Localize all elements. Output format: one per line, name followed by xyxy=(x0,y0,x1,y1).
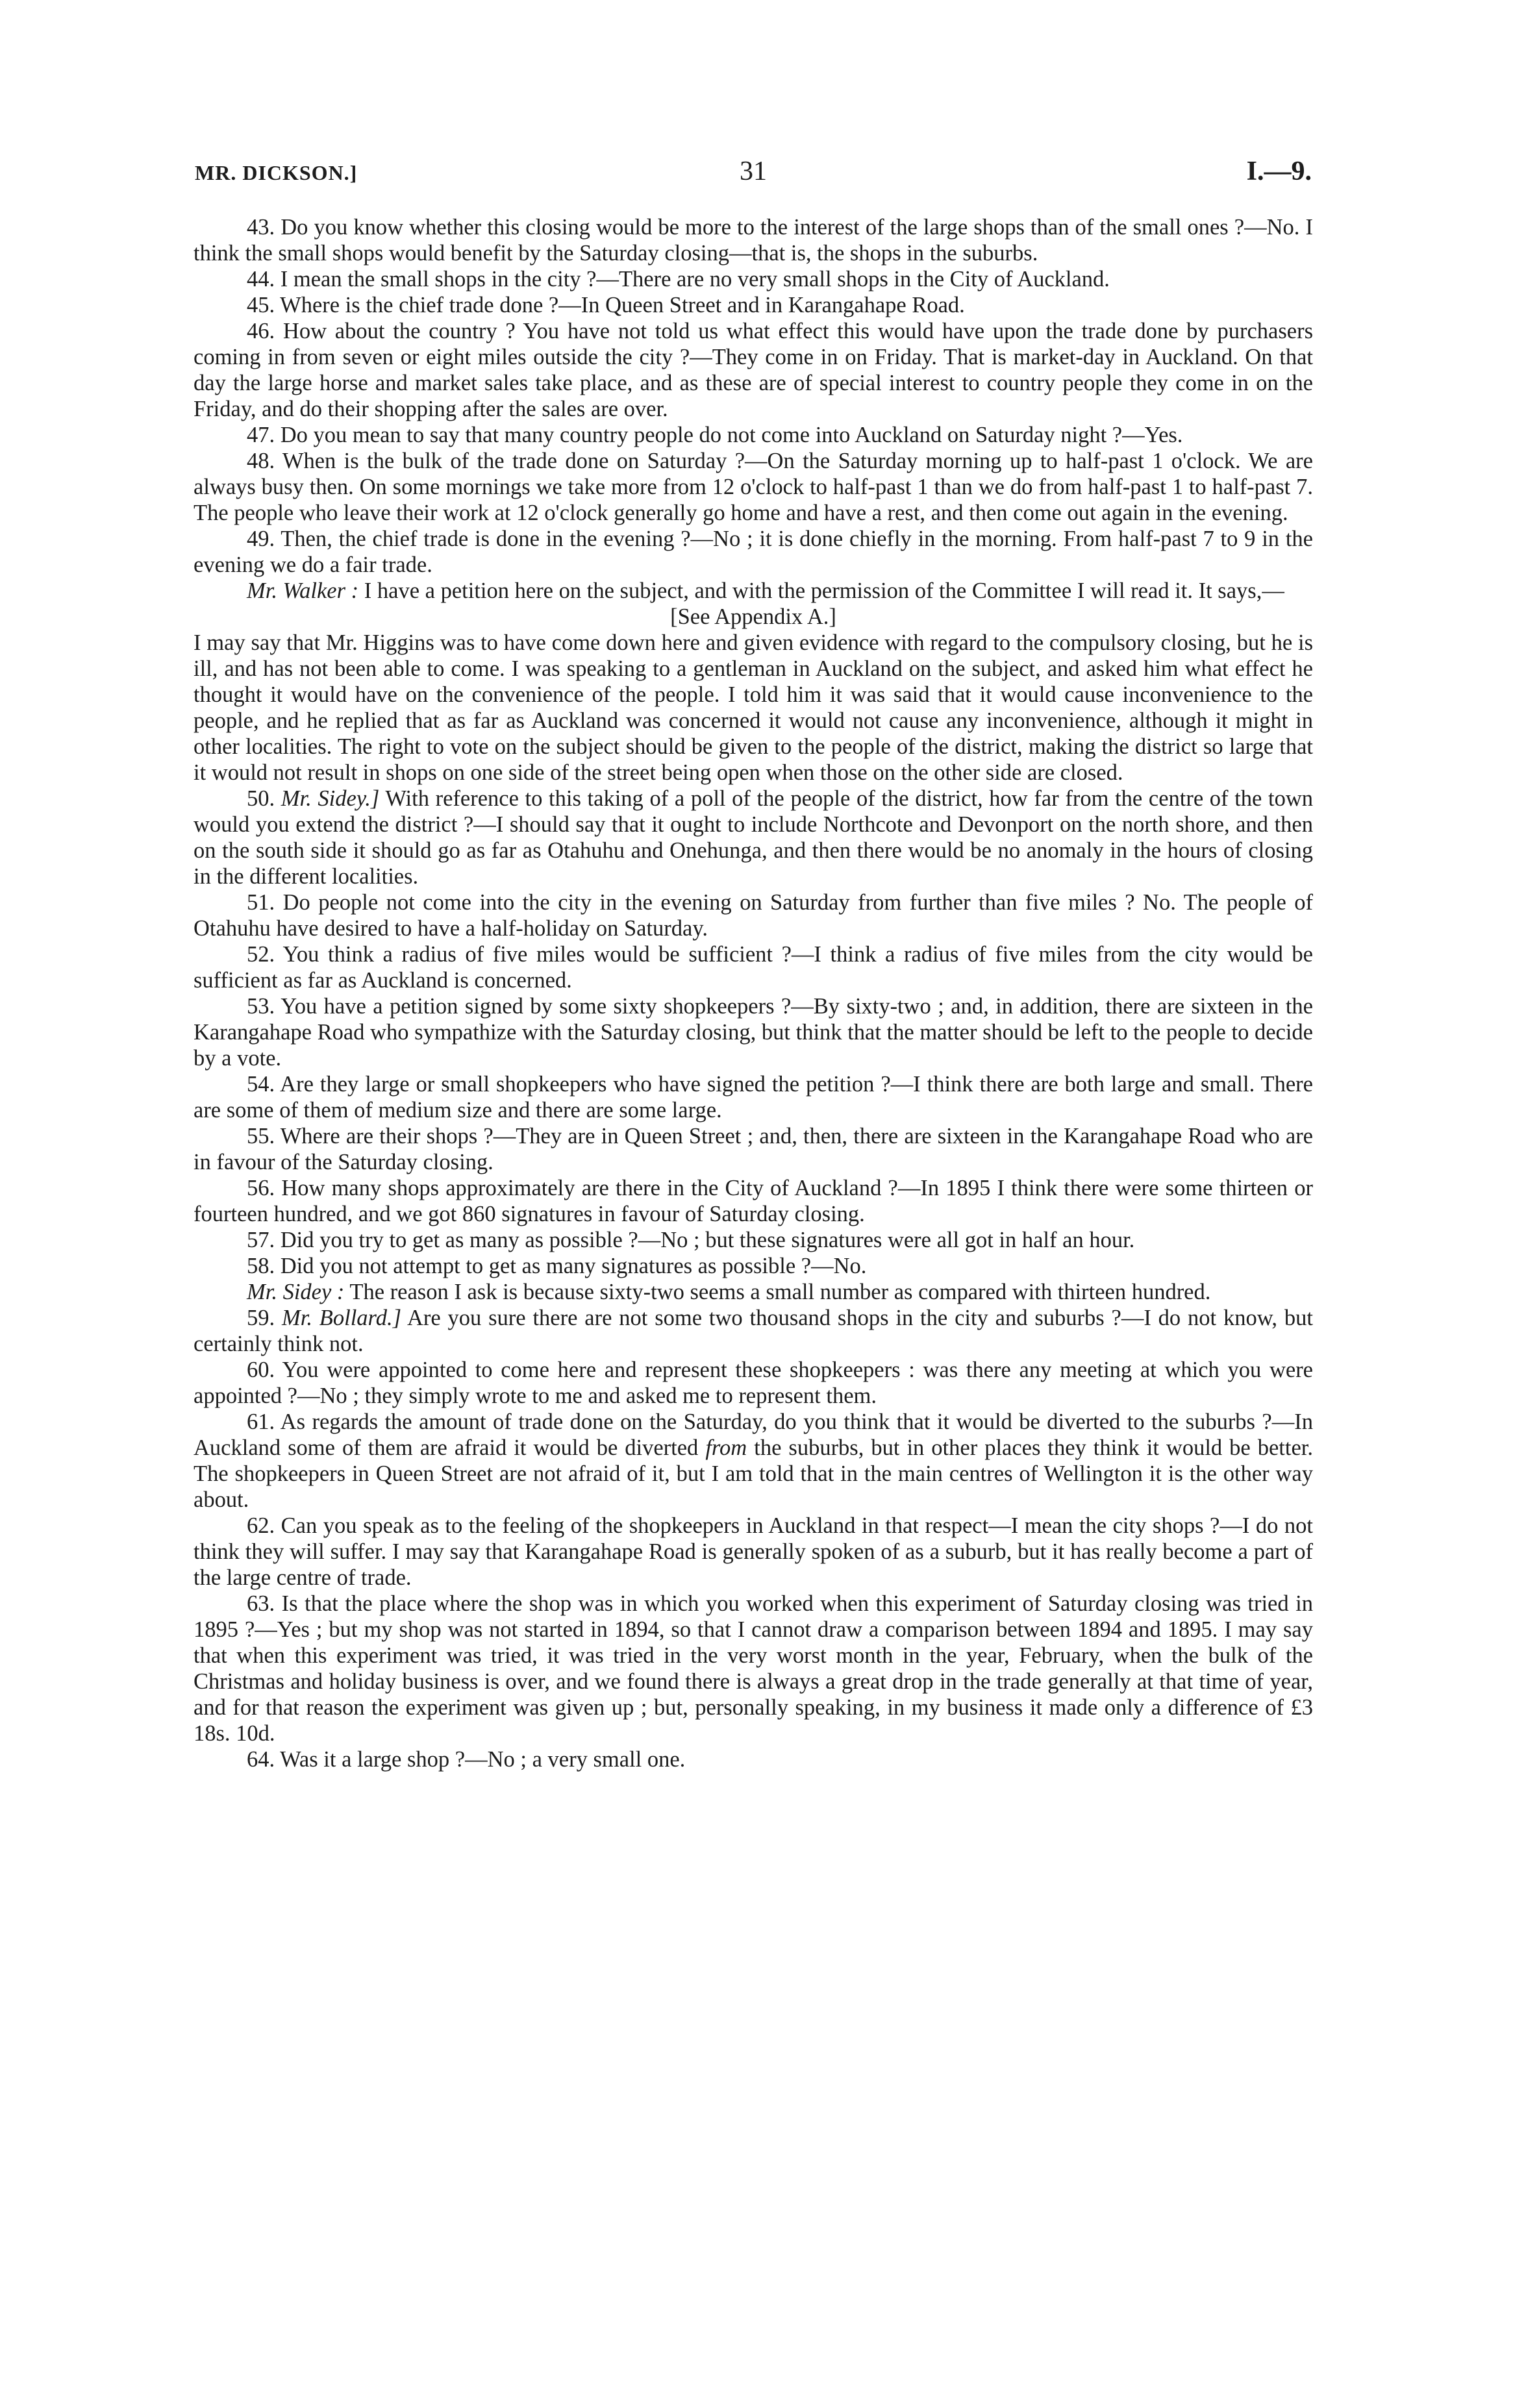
evidence-text xyxy=(194,214,1313,1772)
statement-sidey xyxy=(194,1279,1313,1305)
question-number: 59. xyxy=(247,1306,282,1330)
question-59 xyxy=(194,1305,1313,1357)
question-text: Are you sure there are not some two thousand shops in the city and suburbs ?—I do not know, but certainly think not. xyxy=(194,1306,1313,1356)
speaker-label: Mr. Walker : xyxy=(247,578,359,603)
question-48: 48. When is the bulk of the trade done on Saturday ?—On the Saturday morning up to half-past 1 o'clock. We are always busy then. On some mornings we take more from 12 o'clock to half-past 1 than we do from half-past 1 to half-past 7. The people who leave their work at 12 o'clock generally go home and have a rest, and then come out again in the evening. xyxy=(194,449,1313,525)
question-51: 51. Do people not come into the city in the evening on Saturday from further than five miles ? No. The people of Otahuhu have desired to have a half-holiday on Saturday. xyxy=(194,890,1313,941)
running-head-witness: MR. DICKSON.] xyxy=(195,161,358,184)
statement-walker xyxy=(194,578,1313,604)
emphasis-word: from xyxy=(705,1435,747,1460)
question-54: 54. Are they large or small shopkeepers who have signed the petition ?—I think there are both large and small. There are some of them of medium size and there are some large. xyxy=(194,1072,1313,1123)
question-62: 62. Can you speak as to the feeling of the shopkeepers in Auckland in that respect—I mean the city shops ?—I do not think they will suffer. I may say that Karangahape Road is generally spoken of as a suburb, but it has really become a part of the large centre of trade. xyxy=(194,1513,1313,1590)
question-text: 61. As regards the amount of trade done on the Saturday, do you think that it would be diverted to the suburbs ?—In Auckland some of them are afraid it would be diverted xyxy=(194,1409,1313,1460)
question-58: 58. Did you not attempt to get as many signatures as possible ?—No. xyxy=(247,1254,867,1278)
page-header xyxy=(195,156,1312,195)
speaker-label: Mr. Sidey.] xyxy=(281,786,380,811)
question-50 xyxy=(194,786,1313,889)
question-61 xyxy=(194,1409,1313,1513)
appendix-reference: [See Appendix A.] xyxy=(670,604,836,629)
question-53: 53. You have a petition signed by some sixty shopkeepers ?—By sixty-two ; and, in addition, there are sixteen in the Karangahape Road who sympathize with the Saturday closing, but think that the matter should be left to the people to decide by a vote. xyxy=(194,994,1313,1071)
speaker-label: Mr. Sidey : xyxy=(247,1280,345,1304)
speaker-label: Mr. Bollard.] xyxy=(281,1306,401,1330)
statement-walker-continued: I may say that Mr. Higgins was to have come down here and given evidence with regard to the compulsory closing, but he is ill, and has not been able to come. I was speaking to a gentleman in Auckland on the subject, and asked him what effect he thought it would have on the convenience of the people. I told him it was said that it would cause inconvenience to the people, and he replied that as far as Auckland was concerned it would not cause any inconvenience, although it might in other localities. The right to vote on the subject should be given to the people of the district, making the district so large that it would not result in shops on one side of the street being open when those on the other side are closed. xyxy=(194,630,1313,785)
question-43: 43. Do you know whether this closing would be more to the interest of the large shops than of the small ones ?—No. I think the small shops would benefit by the Saturday closing—that is, the shops in the suburbs. xyxy=(194,215,1313,266)
question-45: 45. Where is the chief trade done ?—In Queen Street and in Karangahape Road. xyxy=(247,293,965,317)
question-57: 57. Did you try to get as many as possible ?—No ; but these signatures were all got in half an hour. xyxy=(247,1228,1135,1252)
question-47: 47. Do you mean to say that many country people do not come into Auckland on Saturday night ?—Yes. xyxy=(247,423,1183,447)
question-52: 52. You think a radius of five miles would be sufficient ?—I think a radius of five miles from the city would be sufficient as far as Auckland is concerned. xyxy=(194,942,1313,993)
statement-text: The reason I ask is because sixty-two seems a small number as compared with thirteen hundred. xyxy=(344,1280,1211,1304)
question-text-continued: the suburbs, but in other places they think it would be better. The shopkeepers in Queen Street are not afraid of it, but I am told that in the main centres of Wellington it is the other way about. xyxy=(194,1435,1313,1512)
question-text: With reference to this taking of a poll of the people of the district, how far from the centre of the town would you extend the district ?—I should say that it ought to include Northcote and Devonport on the north shore, and then on the south side it should go as far as Otahuhu and Onehunga, and then there would be no anomaly in the hours of closing in the different localities. xyxy=(194,786,1314,889)
question-46: 46. How about the country ? You have not told us what effect this would have upon the trade done by purchasers coming in from seven or eight miles outside the city ?—They come in on Friday. That is market-day in Auckland. On that day the large horse and market sales take place, and as these are of special interest to country people they come in on the Friday, and do their shopping after the sales are over. xyxy=(194,319,1313,421)
question-49: 49. Then, the chief trade is done in the evening ?—No ; it is done chiefly in the morning. From half-past 7 to 9 in the evening we do a fair trade. xyxy=(194,527,1313,577)
question-64: 64. Was it a large shop ?—No ; a very small one. xyxy=(247,1747,686,1772)
question-60: 60. You were appointed to come here and represent these shopkeepers : was there any meeting at which you were appointed ?—No ; they simply wrote to me and asked me to represent them. xyxy=(194,1358,1313,1408)
question-55: 55. Where are their shops ?—They are in Queen Street ; and, then, there are sixteen in the Karangahape Road who are in favour of the Saturday closing. xyxy=(194,1124,1313,1174)
question-63: 63. Is that the place where the shop was in which you worked when this experiment of Saturday closing was tried in 1895 ?—Yes ; but my shop was not started in 1894, so that I cannot draw a comparison between 1894 and 1895. I may say that when this experiment was tried, it was tried in the very worst month in the year, February, when the bulk of the Christmas and holiday business is over, and we found there is always a great drop in the trade generally at that time of year, and for that reason the experiment was given up ; but, personally speaking, in my business it made only a difference of £3 18s. 10d. xyxy=(194,1591,1313,1746)
question-44: 44. I mean the small shops in the city ?—There are no very small shops in the City of Auckland. xyxy=(247,267,1110,292)
paper-reference: I.—9. xyxy=(1246,156,1312,186)
question-number: 50. xyxy=(247,786,281,811)
page-number: 31 xyxy=(740,156,767,186)
statement-text: I have a petition here on the subject, and with the permission of the Committee I will read it. It says,— xyxy=(358,578,1284,603)
question-56: 56. How many shops approximately are there in the City of Auckland ?—In 1895 I think there were some thirteen or fourteen hundred, and we got 860 signatures in favour of Saturday closing. xyxy=(194,1176,1313,1226)
